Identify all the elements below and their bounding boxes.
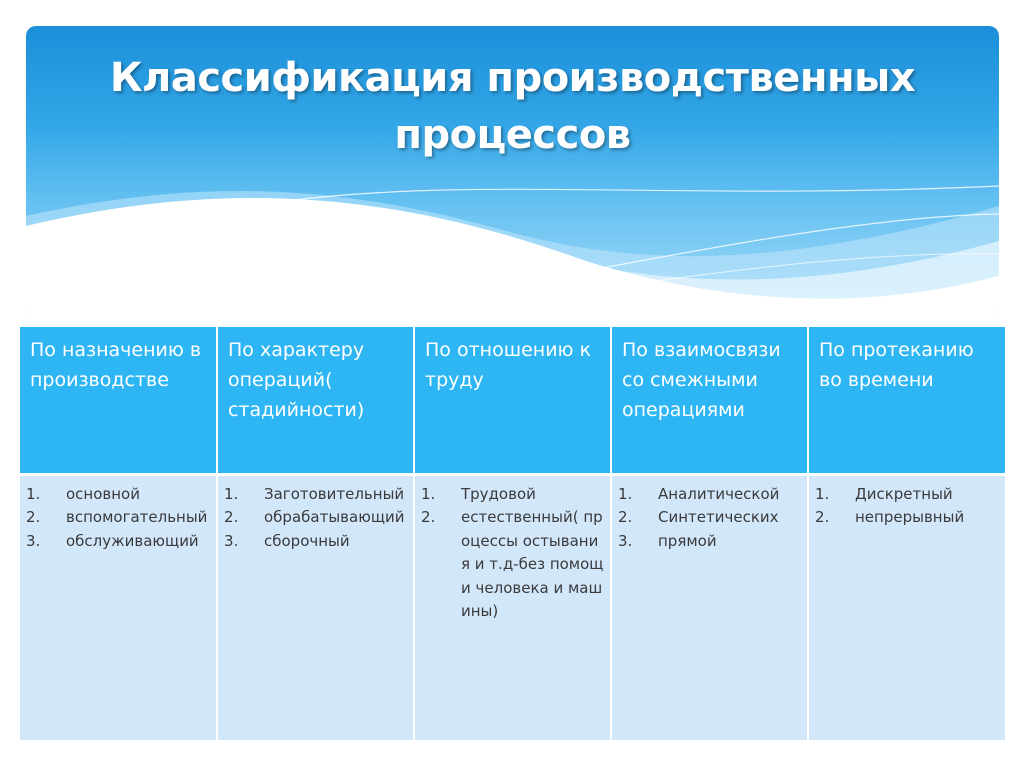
table-row <box>20 474 1005 740</box>
body-cell-operations <box>217 474 414 740</box>
table-header-row <box>20 327 1005 474</box>
list-item-text: Трудовой <box>461 484 536 503</box>
list-item <box>421 483 604 507</box>
table-header <box>20 327 1005 474</box>
list-item-text: Дискретный <box>855 484 953 503</box>
list-item-text: естественный( процессы остывания и т.д-без помощи человека и машины) <box>461 508 604 620</box>
list-item <box>26 506 210 530</box>
list-item-text: вспомогательный <box>66 508 208 526</box>
list-item <box>224 506 407 530</box>
list-item-number: 3. <box>224 531 239 550</box>
body-cell-labor <box>414 474 611 740</box>
header-cell-operations: По характеру операций( стадийности) <box>217 327 414 474</box>
list-item-number: 2. <box>421 508 436 526</box>
body-cell-time <box>808 474 1005 740</box>
list-item <box>618 530 801 554</box>
time-list <box>815 483 999 530</box>
list-item-number: 1. <box>421 484 436 503</box>
relation-list <box>618 483 801 554</box>
list-item-text: прямой <box>658 531 717 550</box>
list-item <box>224 530 407 554</box>
list-item-number: 1. <box>224 484 239 503</box>
body-cell-purpose <box>20 474 217 740</box>
header-cell-relation: По взаимосвязи со смежными операциями <box>611 327 808 474</box>
body-cell-relation <box>611 474 808 740</box>
list-item-text: сборочный <box>264 531 350 550</box>
list-item <box>421 506 604 624</box>
slide-header-banner <box>26 26 999 316</box>
slide-title-line-1: Классификация производственных <box>109 55 916 101</box>
list-item-text: Аналитической <box>658 484 780 503</box>
slide-title-line-2: процессов <box>394 112 631 158</box>
slide-title <box>26 50 999 164</box>
list-item-number: 1. <box>26 484 41 503</box>
list-item-text: Синтетических <box>658 508 779 526</box>
list-item <box>224 483 407 507</box>
list-item-text: обслуживающий <box>66 531 199 550</box>
list-item <box>26 530 210 554</box>
list-item <box>26 483 210 507</box>
list-item <box>815 483 999 507</box>
list-item-number: 2. <box>815 508 830 526</box>
header-cell-purpose: По назначению в производстве <box>20 327 217 474</box>
list-item-number: 2. <box>618 508 633 526</box>
list-item-number: 1. <box>815 484 830 503</box>
list-item <box>618 483 801 507</box>
table-body <box>20 474 1005 740</box>
header-cell-time: По протеканию во времени <box>808 327 1005 474</box>
header-cell-labor: По отношению к труду <box>414 327 611 474</box>
list-item <box>618 506 801 530</box>
classification-table <box>20 327 1005 740</box>
list-item-text: Заготовительный <box>264 484 405 503</box>
purpose-list <box>26 483 210 554</box>
labor-list <box>421 483 604 624</box>
list-item-number: 2. <box>26 508 41 526</box>
list-item-number: 3. <box>26 531 41 550</box>
list-item-number: 2. <box>224 508 239 526</box>
list-item-text: основной <box>66 484 140 503</box>
list-item-text: непрерывный <box>855 508 965 526</box>
list-item-number: 1. <box>618 484 633 503</box>
list-item-number: 3. <box>618 531 633 550</box>
operations-list <box>224 483 407 554</box>
list-item-text: обрабатывающий <box>264 508 405 526</box>
list-item <box>815 506 999 530</box>
